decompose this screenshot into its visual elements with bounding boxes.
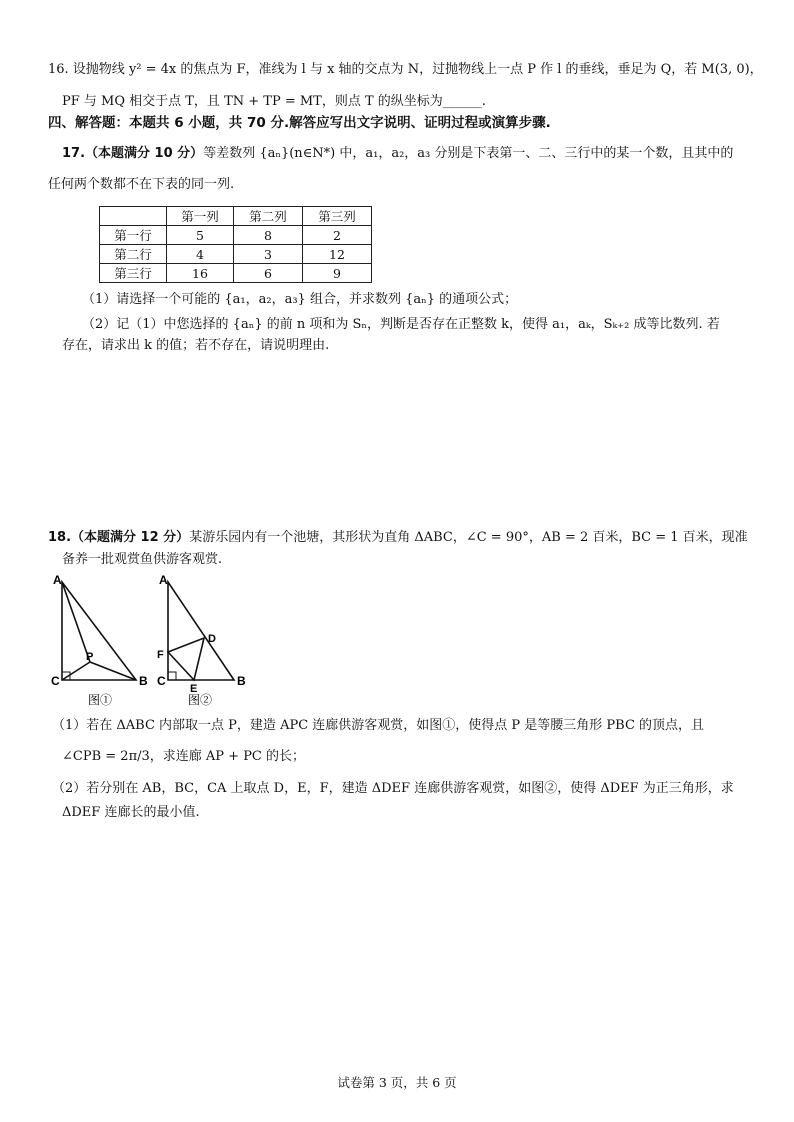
page-footer: 试卷第 3 页，共 6 页	[337, 1075, 457, 1090]
q17-part2a: （2）记（1）中您选择的 {aₙ} 的前 n 项和为 Sₙ，判断是否存在正整数 k，使得 a₁，aₖ，Sₖ₊₂ 成等比数列. 若	[82, 317, 720, 332]
table-cell: 8	[234, 226, 303, 245]
q17-part2b: 存在，请求出 k 的值；若不存在，请说明理由.	[62, 338, 330, 353]
q17-line2: 任何两个数都不在下表的同一列.	[48, 177, 235, 192]
table-row	[100, 264, 372, 283]
table-row	[100, 245, 372, 264]
table-cell: 5	[167, 226, 234, 245]
table-cell: 3	[234, 245, 303, 264]
table-cell: 第三行	[100, 264, 167, 283]
fig1-caption: 图①	[88, 693, 113, 707]
table-cell: 16	[167, 264, 234, 283]
fig1-label-B: B	[139, 674, 148, 688]
q18-head: 18.（本题满分 12 分）	[48, 530, 190, 545]
q18-line2: 备养一批观赏鱼供游客观赏.	[62, 552, 223, 567]
table-header-row	[100, 207, 372, 226]
fig2-label-A: A	[159, 573, 168, 587]
table-cell: 9	[303, 264, 372, 283]
fig2-label-E: E	[190, 683, 198, 695]
figure-2	[154, 570, 254, 710]
table-header-cell	[100, 207, 167, 226]
q17-line1	[62, 145, 733, 163]
fig2-label-F: F	[157, 649, 164, 661]
fig2-caption: 图②	[188, 693, 213, 707]
q18-line1	[48, 529, 748, 547]
table-cell: 第一行	[100, 226, 167, 245]
table-header-cell: 第一列	[167, 207, 234, 226]
table-cell: 第二行	[100, 245, 167, 264]
table-cell: 12	[303, 245, 372, 264]
q18-part2b: ΔDEF 连廊长的最小值.	[62, 805, 200, 820]
fig1-label-C: C	[51, 674, 60, 688]
q18-part2a: （2）若分别在 AB，BC，CA 上取点 D，E，F，建造 ΔDEF 连廊供游客观赏，如图②，使得 ΔDEF 为正三角形，求	[52, 781, 734, 796]
fig1-label-P: P	[86, 651, 94, 663]
q16-line2: PF 与 MQ 相交于点 T，且 TN + TP = MT，则点 T 的纵坐标为______.	[62, 94, 486, 109]
q17-text1: 等差数列 {aₙ}(n∈N*) 中，a₁，a₂，a₃ 分别是下表第一、二、三行中的某一个数，且其中的	[203, 146, 734, 161]
figure-1	[48, 570, 148, 710]
section-header: 四、解答题：本题共 6 小题，共 70 分.解答应写出文字说明、证明过程或演算步骤.	[48, 115, 551, 131]
q18-text1: 某游乐园内有一个池塘，其形状为直角 ΔABC，∠C = 90°，AB = 2 百米，BC = 1 百米，现准	[189, 530, 748, 545]
table-cell: 6	[234, 264, 303, 283]
fig2-label-B: B	[237, 674, 246, 688]
table-header-cell: 第二列	[234, 207, 303, 226]
q17-part1: （1）请选择一个可能的 {a₁，a₂，a₃} 组合，并求数列 {aₙ} 的通项公式；	[82, 292, 518, 307]
q16-line1: 16. 设抛物线 y² = 4x 的焦点为 F，准线为 l 与 x 轴的交点为 N，过抛物线上一点 P 作 l 的垂线，垂足为 Q，若 M(3, 0)，	[48, 62, 763, 77]
q18-part1b: ∠CPB = 2π/3，求连廊 AP + PC 的长；	[62, 749, 306, 764]
table-cell: 4	[167, 245, 234, 264]
table-header-cell: 第三列	[303, 207, 372, 226]
q18-part1a: （1）若在 ΔABC 内部取一点 P，建造 APC 连廊供游客观赏，如图①，使得点 P 是等腰三角形 PBC 的顶点，且	[52, 718, 705, 733]
fig1-label-A: A	[53, 573, 62, 587]
q17-table	[99, 206, 372, 283]
table-row	[100, 226, 372, 245]
fig2-label-D: D	[208, 633, 216, 645]
table-cell: 2	[303, 226, 372, 245]
q17-head: 17.（本题满分 10 分）	[62, 146, 204, 161]
fig2-label-C: C	[157, 674, 166, 688]
